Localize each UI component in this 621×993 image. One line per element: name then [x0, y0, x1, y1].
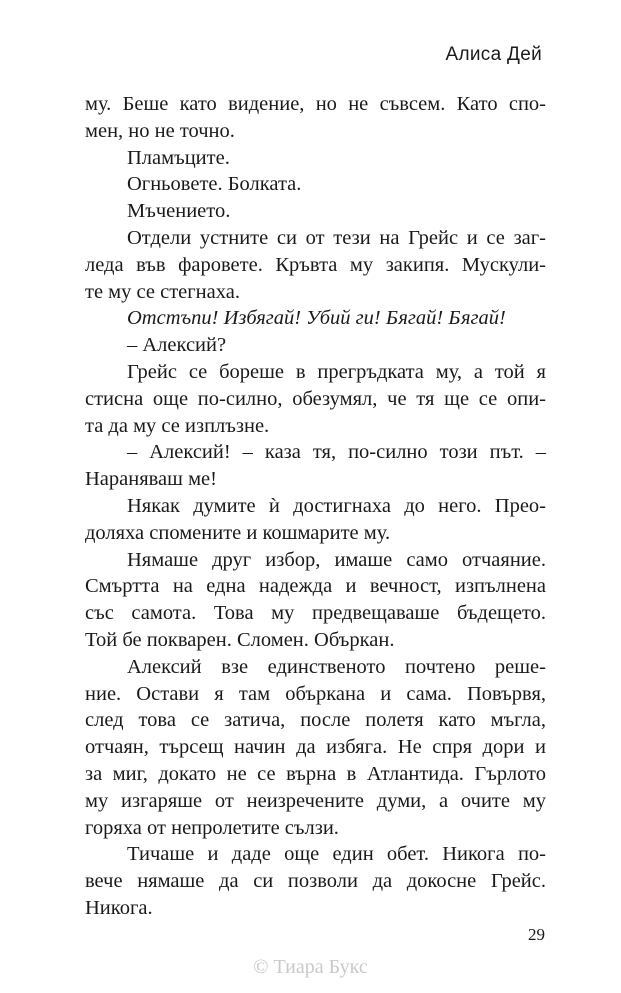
text-line: Смъртта на една надежда и вечност, изпълнена — [85, 575, 546, 598]
text-line: Той бе покварен. Сломен. Объркан. — [85, 628, 395, 651]
page-number: 29 — [528, 925, 545, 944]
text-line: мен, но не точно. — [85, 119, 235, 142]
text-line: му изгаряше от неизречените думи, а очите му — [85, 789, 546, 812]
text-line: – Алексий? — [127, 334, 227, 357]
text-line: Грейс се бореше в прегръдката му, а той я — [127, 360, 546, 383]
text-line: ние. Остави я там объркана и сама. Повървя, — [85, 682, 546, 705]
text-line: Пламъците. — [127, 146, 230, 169]
text-line: за миг, докато не се върна в Атлантида. Гърлото — [85, 762, 546, 785]
text-line: Тичаше и даде още един обет. Никога по- — [127, 843, 546, 866]
text-line: Огньовете. Болката. — [127, 173, 302, 196]
text-line: Някак думите ѝ достигнаха до него. Прео- — [127, 494, 546, 517]
text-line: Алексий взе единственото почтено реше- — [127, 655, 546, 678]
copyright-watermark: © Тиара Букс — [253, 956, 368, 978]
text-line: след това се затича, после полетя като мъгла, — [85, 709, 546, 732]
text-line: със самота. Това му предвещаваше бъдещето. — [85, 602, 546, 625]
text-line: Мъчението. — [127, 200, 231, 223]
text-line: доляха спомените и кошмарите му. — [85, 521, 391, 544]
text-line: стисна още по-силно, обезумял, че тя ще се опи- — [85, 387, 546, 410]
text-line: та да му се изплъзне. — [85, 414, 270, 437]
body-text — [85, 91, 546, 922]
text-line: те му се стегнаха. — [85, 280, 240, 303]
text-line-italic: Отстъпи! Избягай! Убий ги! Бягай! Бягай! — [127, 307, 506, 330]
text-line: – Алексий! – каза тя, по-силно този път. – — [127, 441, 546, 464]
running-head-author: Алиса Дей — [445, 44, 542, 65]
text-line: леда във фаровете. Кръвта му закипя. Мускули- — [85, 253, 546, 276]
text-line: отчаян, търсещ начин да избяга. Не спря дори и — [85, 736, 546, 759]
text-line: му. Беше като видение, но не съвсем. Като спо- — [85, 93, 546, 115]
text-line: Отдели устните си от тези на Грейс и се заг- — [127, 226, 546, 249]
text-line: Нараняваш ме! — [85, 468, 217, 491]
text-line: Нямаше друг избор, имаше само отчаяние. — [127, 548, 546, 571]
text-line: вече нямаше да си позволи да докосне Грейс. — [85, 870, 546, 893]
text-line: Никога. — [85, 896, 153, 919]
text-line: горяха от непролетите сълзи. — [85, 816, 339, 839]
